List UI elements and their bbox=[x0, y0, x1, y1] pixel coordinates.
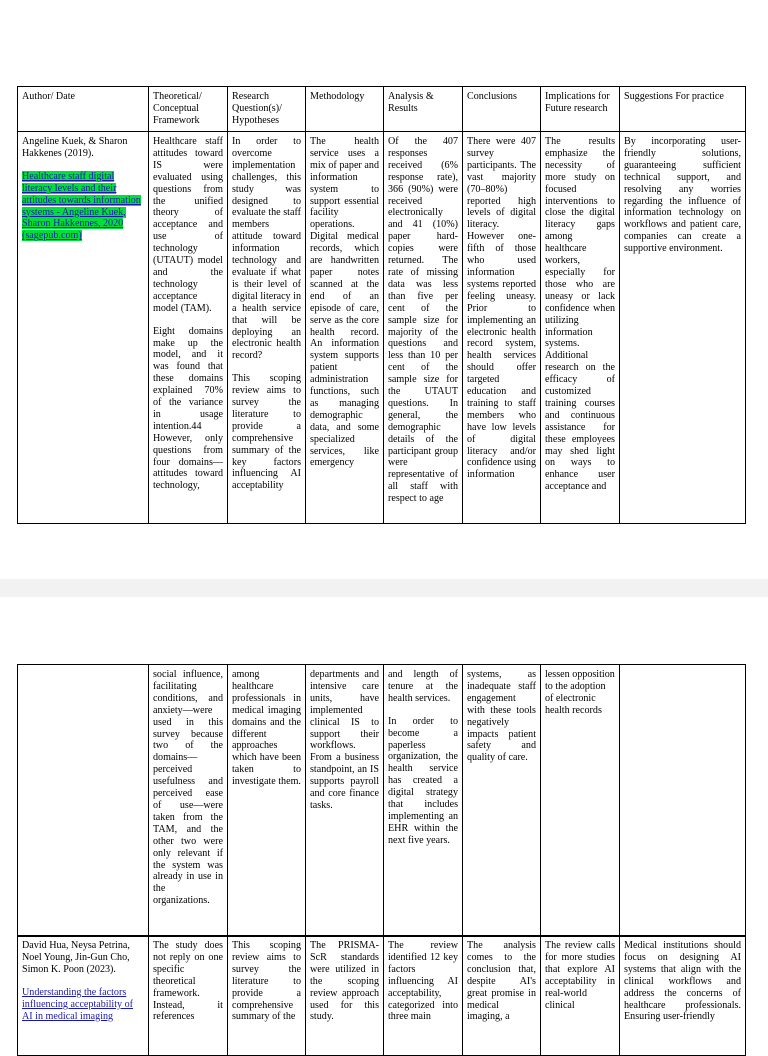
implications-cell: The review calls for more studies that explore AI acceptability in real-world clinical bbox=[541, 936, 620, 1056]
methodology-cell: departments and intensive care units, have implemented clinical IS to support their workflows. From a business standpoint, an IS supports payroll and core finance tasks. bbox=[306, 665, 384, 937]
framework-cell bbox=[149, 132, 228, 524]
header-implications: Implications for Future research bbox=[541, 87, 620, 132]
framework-text: Eight domains make up the model, and it was found that these domains explained 70% of the variance in usage intention.44 However, only questions from four domains—attitudes toward technology, bbox=[153, 325, 223, 492]
author-cell bbox=[18, 936, 149, 1056]
table-row bbox=[18, 132, 746, 524]
page-break bbox=[0, 579, 768, 597]
analysis-cell: The review identified 12 key factors influencing AI acceptability, categorized into three main bbox=[384, 936, 463, 1056]
suggestions-cell: By incorporating user-friendly solutions, guaranteeing sufficient technical support, and resolving any worries regarding the influence of information technology on workflows and patient care, companies can create a supportive environment. bbox=[620, 132, 746, 524]
framework-cell: The study does not reply on one specific theoretical framework. Instead, it references bbox=[149, 936, 228, 1056]
header-suggestions: Suggestions For practice bbox=[620, 87, 746, 132]
literature-table-page2-row2 bbox=[17, 935, 746, 1056]
suggestions-cell bbox=[620, 665, 746, 937]
author-cell bbox=[18, 132, 149, 524]
methodology-cell: The health service uses a mix of paper and information system to support essential facility operations. Digital medical records, which are handwritten paper notes scanned at the end of an episode of care, serve as the core health record. An information system supports patient administration functions, such as managing demographic data, and some specialized services, like emergency bbox=[306, 132, 384, 524]
header-conclusions: Conclusions bbox=[463, 87, 541, 132]
framework-cell: social influence, facilitating conditions, and anxiety—were used in this survey because two of the domains—perceived usefulness and perceived ease of use—were taken from the TAM, and the other two were only relevant if the system was already in use in the organizations. bbox=[149, 665, 228, 937]
article-link[interactable]: Understanding the factors influencing acceptability of AI in medical imaging bbox=[22, 986, 133, 1022]
header-row bbox=[18, 87, 746, 132]
methodology-cell: The PRISMA-ScR standards were utilized in the scoping review approach used for this study. bbox=[306, 936, 384, 1056]
literature-table-page1 bbox=[17, 86, 746, 524]
implications-cell: The results emphasize the necessity of more study on focused interventions to close the digital literacy gaps among healthcare workers, especially for those who are uneasy or lack confidence when utilizing information systems. Additional research on the efficacy of customized training courses and continuous assistance for these employees may shed light on ways to enhance user acceptance and bbox=[541, 132, 620, 524]
header-methodology: Methodology bbox=[306, 87, 384, 132]
questions-text: This scoping review aims to survey the literature to provide a comprehensive summary of the key factors influencing AI acceptability bbox=[232, 373, 301, 492]
header-author: Author/ Date bbox=[18, 87, 149, 132]
questions-cell: This scoping review aims to survey the literature to provide a comprehensive summary of the bbox=[228, 936, 306, 1056]
framework-text: Healthcare staff attitudes toward IS were evaluated using questions from the unified theory of acceptance and use of technology (UTAUT) model and the technology acceptance model (TAM). bbox=[153, 136, 223, 314]
conclusions-cell: The analysis comes to the conclusion that, despite AI's great promise in medical imaging, a bbox=[463, 936, 541, 1056]
table-row bbox=[18, 936, 746, 1056]
analysis-text: and length of tenure at the health services. bbox=[388, 669, 458, 704]
header-framework: Theoretical/ Conceptual Framework bbox=[149, 87, 228, 132]
conclusions-cell: There were 407 survey participants. The vast majority (70–80%) reported high levels of digital literacy. However one-fifth of those who used information systems reported feeling uneasy. Prior to implementing an electronic health record system, health services should offer targeted education and training to staff members who have low levels of digital literacy and/or confidence using information bbox=[463, 132, 541, 524]
analysis-cell bbox=[384, 665, 463, 937]
questions-cell bbox=[228, 132, 306, 524]
questions-cell: among healthcare professionals in medical imaging domains and the different approaches which have been taken to investigate them. bbox=[228, 665, 306, 937]
header-questions: Research Question(s)/ Hypotheses bbox=[228, 87, 306, 132]
literature-table-page2 bbox=[17, 664, 746, 937]
table-row bbox=[18, 665, 746, 937]
author-cell bbox=[18, 665, 149, 937]
author-date: Angeline Kuek, & Sharon Hakkenes (2019). bbox=[22, 136, 128, 159]
analysis-text: In order to become a paperless organization, the health service has created a digital strategy that includes implementing an EHR within the next five years. bbox=[388, 715, 458, 846]
implications-cell: lessen opposition to the adoption of electronic health records bbox=[541, 665, 620, 937]
conclusions-cell: systems, as inadequate staff engagement with these tools negatively impacts patient safety and quality of care. bbox=[463, 665, 541, 937]
questions-text: In order to overcome implementation challenges, this study was designed to evaluate the staff members attitude toward information technology and evaluate if what is their level of digital literacy in a health service that will be deploying an electronic health record? bbox=[232, 136, 301, 362]
article-link[interactable]: Healthcare staff digital literacy levels and their attitudes towards information systems - Angeline Kuek, Sharon Hakkennes, 2020 (sagepub.com) bbox=[22, 170, 141, 242]
author-date: David Hua, Neysa Petrina, Noel Young, Jin-Gun Cho, Simon K. Poon (2023). bbox=[22, 940, 130, 975]
analysis-cell: Of the 407 responses received (6% response rate), 366 (90%) were received electronically and 41 (10%) paper hard-copies were returned. The rate of missing data was less than five per cent of the sample size for majority of the questions and less than 10 per cent of the sample size for the UTAUT questions. In general, the demographic details of the participant group were representative of all staff with respect to age bbox=[384, 132, 463, 524]
suggestions-cell: Medical institutions should focus on designing AI systems that align with the clinical workflows and address the concerns of healthcare professionals. Ensuring user-friendly bbox=[620, 936, 746, 1056]
header-analysis: Analysis & Results bbox=[384, 87, 463, 132]
